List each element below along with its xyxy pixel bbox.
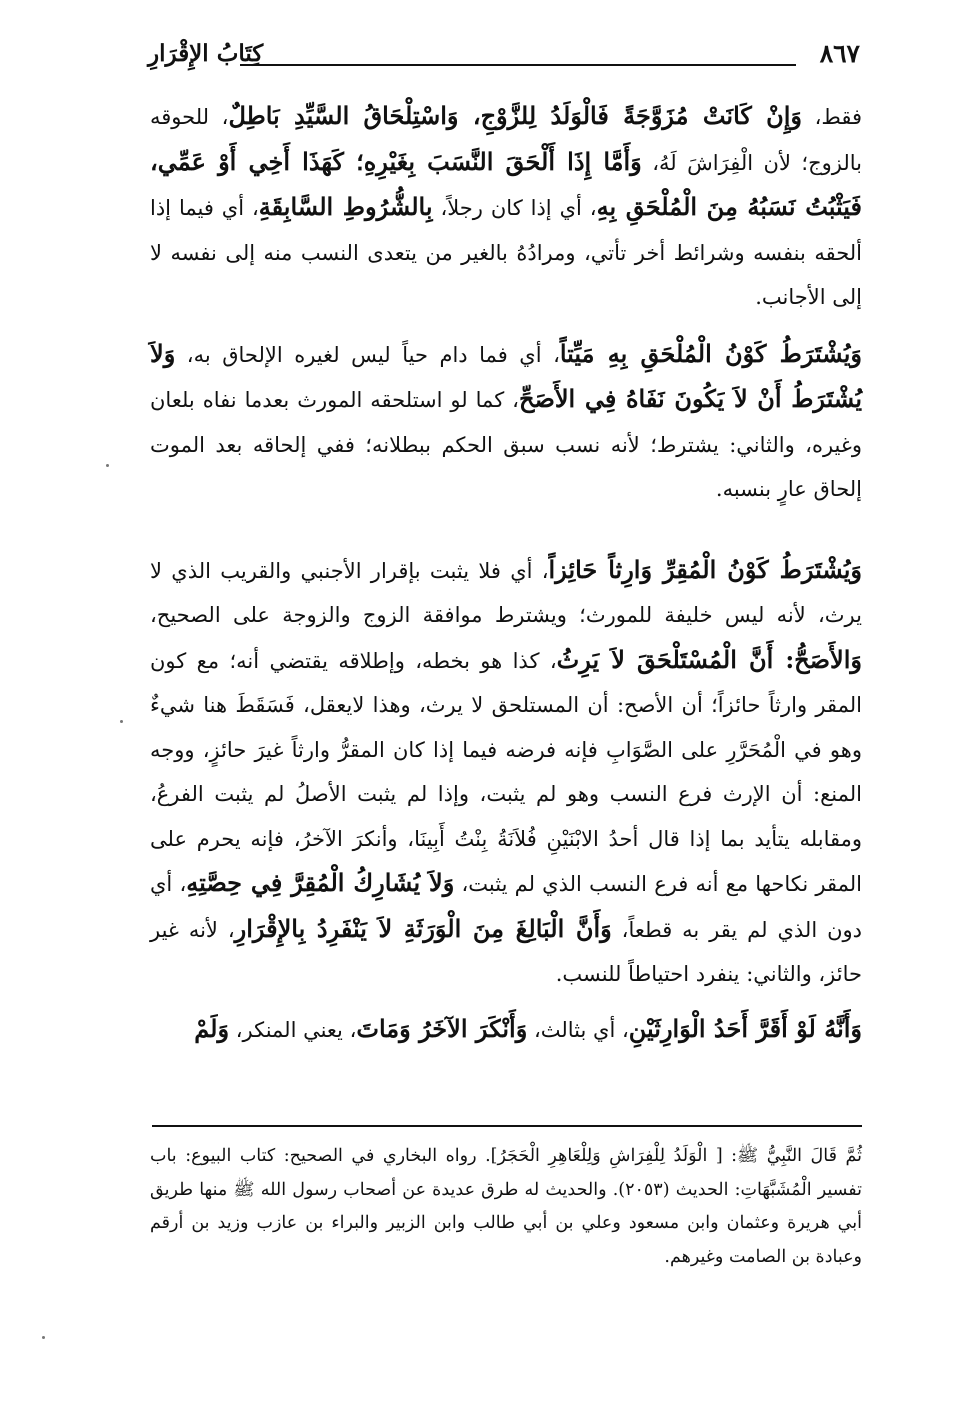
book-title: كِتَابُ الإِقْرَارِ <box>148 40 264 67</box>
text-plain: ، أي دون الذي لم يقر به قطعاً، <box>150 872 862 942</box>
text-plain: ، أي فيما إذا ألحقه بنفسه وشرائط أخر تأتي، ومرادُهُ بالغير من يتعدى النسب منه إلى نفسه لا إلى الأجانب. <box>150 196 862 309</box>
scan-speck <box>106 464 109 467</box>
paragraph-1 <box>150 94 862 320</box>
paragraph-3 <box>150 548 862 997</box>
text-plain: ، أي فما دام حياً ليس لغيره الإلحاق به، <box>175 342 560 367</box>
matn-text: وَلاَ يُشَارِكُ الْمُقِرَّ فِي حِصَّتِهِ <box>186 868 455 897</box>
text-plain: ، أي إذا كان رجلاً، <box>432 196 597 220</box>
matn-text: وَإِنْ كَانَتْ مُزَوَّجَةً فَالْوَلَدُ لِلزَّوْجِ، وَاسْتِلْحَاقُ السَّيِّدِ بَاطِلٌ <box>228 101 802 130</box>
matn-text: وَلَمْ <box>194 1013 230 1043</box>
text-plain: ، لأنه غير حائز، والثاني: ينفرد احتياطاً للنسب. <box>150 917 862 986</box>
paragraph-2 <box>150 332 862 512</box>
text-plain: فقط، <box>802 105 862 129</box>
footnote-text: ثُمَّ قَالَ النَّبِيُّ ﷺ: [ الْوَلَدُ لِلْفِرَاشِ وَلِلْعَاهِرِ الْحَجَرُ]. رواه البخاري في الصحيح: كتاب البيوع: باب تفسير الْمُشَبَّهَاتِ: الحديث (٢٠٥٣). والحديث له طرق عديدة عن أصحاب رسول الله ﷺ منها طريق أبي هريرة وعثمان وابن مسعود وعلي بن أبي طالب وابن الزبير والبراء بن عازب وزيد بن أرقم وعبادة بن الصامت وغيرهم. <box>150 1146 862 1267</box>
matn-text: وَأَنْكَرَ الآخَرُ وَمَاتَ <box>356 1013 528 1043</box>
main-text <box>150 94 862 1052</box>
matn-text: وَيُشْتَرَطُ كَوْنُ الْمُقِرِّ وَارِثاً حَائِزاً <box>548 554 862 584</box>
matn-text: وَأَمَّا إِذَا أَلْحَقَ النَّسَبَ بِغَيْرِهِ؛ كَهَذَا أَخِي أَوْ عَمِّي، فَيَثْبُتُ نَسَبُهُ مِنَ الْمُلْحَقِ بِهِ <box>150 146 862 221</box>
scan-speck <box>120 720 123 723</box>
matn-text: وَالأَصَحُّ: أَنَّ الْمُسْتَلْحَقَ لاَ يَرِثُ <box>556 644 863 674</box>
text-plain: ، كما لو استلحقه المورث بعدما نفاه بلعان وغيره، والثاني: يشترط؛ لأنه نسب سبق الحكم ببطلانه؛ ففي إلحاقه بعد الموت إلحاق عارٍ بنسبه. <box>150 388 862 501</box>
matn-text: وَلاَ يُشْتَرَطُ أَنْ لاَ يَكُونَ نَفَاهُ فِي الأَصَحِّ <box>150 338 863 413</box>
text-plain: ، كذا هو بخطه، وإطلاقه يقتضي أنه؛ مع كون المقر وارثاً حائزاً؛ أن الأصح: أن المستلحق لا يرث، وهذا لايعقل، فَسَقَطَ هنا شيءٌ وهو في الْمُحَرَّرِ على الصَّوَابِ فإنه فرضه فيما إذا كان المقرُّ وارثاً غيرَ حائزٍ، ووجه المنع: أن الإرث فرع النسب وهو لم يثبت، وإذا لم يثبت الأصلُ لم يثبت الفرعُ، ومقابله يتأيد بما إذا قال أحدُ الابْنَيْنِ فُلاَنَةُ بِنْتُ أَبِينَا، وأنكرَ الآخرُ، فإنه يحرم على المقر نكاحها مع أنه فرع النسب الذي لم يثبت، <box>150 648 862 896</box>
paragraph-4 <box>150 1007 862 1053</box>
text-plain: ، يعني المنكر، <box>229 1017 357 1042</box>
matn-text: بِالشُّرُوطِ السَّابِقَةِ <box>258 192 433 221</box>
scan-speck <box>42 1336 45 1339</box>
page-header <box>148 36 860 76</box>
text-plain: ، أي فلا يثبت بإقرار الأجنبي والقريب الذي لا يرث، لأنه ليس خليفة للمورث؛ ويشترط موافقة الزوج والزوجة على الصحيح، <box>150 558 862 627</box>
page-number: ٨٦٧ <box>819 39 860 68</box>
matn-text: وَأَنَّهُ لَوْ أَقَرَّ أَحَدُ الْوَارِثَيْنِ <box>628 1013 862 1043</box>
text-plain: ، للحوقه بالزوج؛ لأن الْفِرَاشَ لَهُ، <box>150 105 862 175</box>
matn-text: وَأَنَّ الْبَالِغَ مِنَ الْوَرَثَةِ لاَ يَنْفَرِدُ بِالإِقْرَارِ <box>234 913 612 943</box>
text-plain: ، أي بثالث، <box>527 1017 629 1042</box>
footnote-separator <box>152 1125 862 1127</box>
footnote <box>150 1140 862 1274</box>
matn-text: وَيُشْتَرَطُ كَوْنُ الْمُلْحَقِ بِهِ مَيِّتاً <box>559 338 862 368</box>
header-rule <box>240 64 796 66</box>
